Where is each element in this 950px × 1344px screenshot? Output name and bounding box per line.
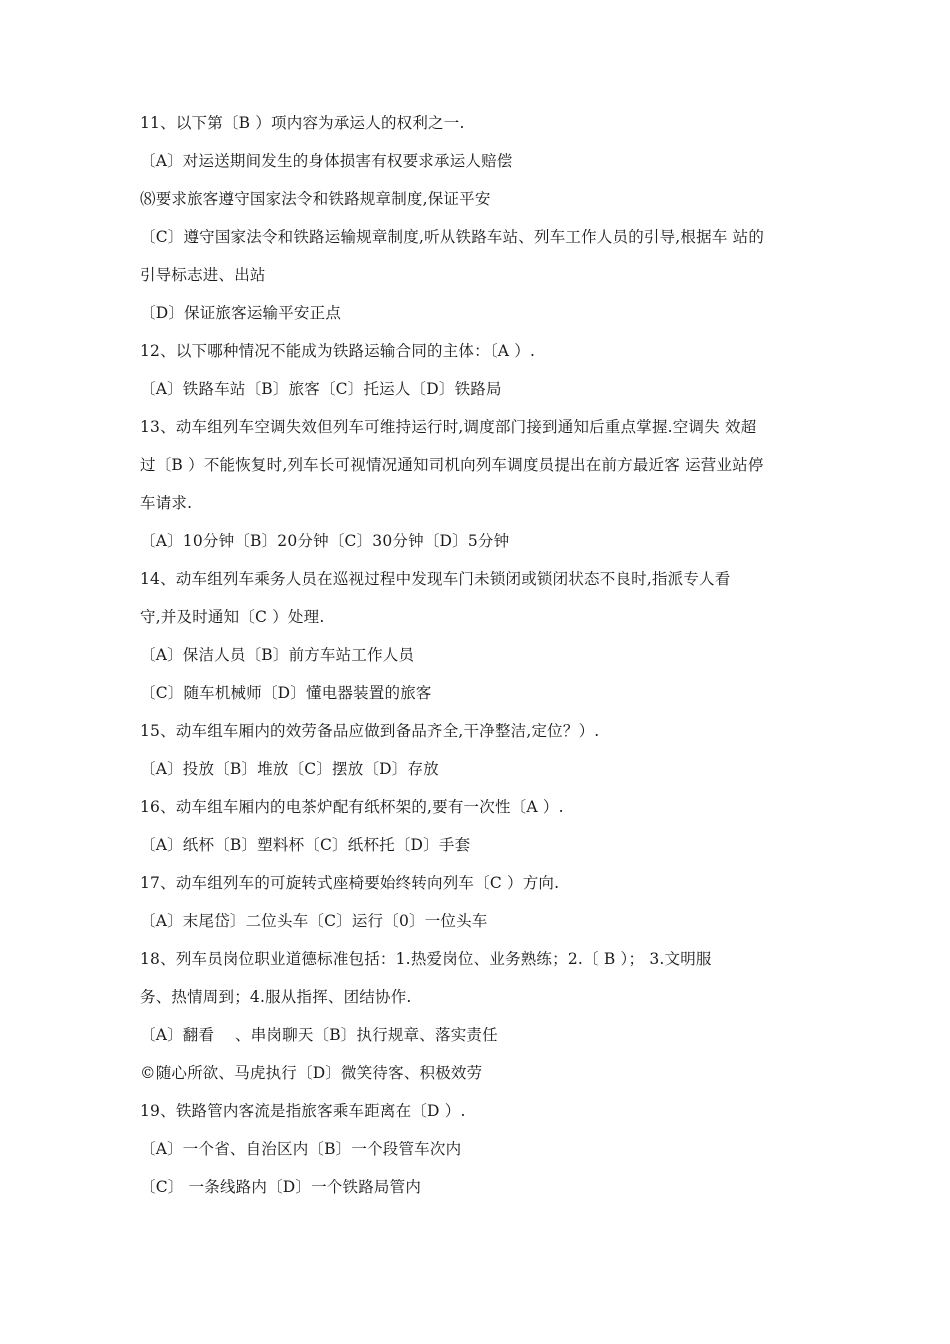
text-line: 17、动车组列车的可旋转式座椅要始终转向列车〔C ）方向.: [140, 874, 560, 892]
text-line: 〔A〕末尾岱〕二位头车〔C〕运行〔0〕一位头车: [140, 912, 488, 930]
text-line: 〔A〕纸杯〔B〕塑料杯〔C〕纸杯托〔D〕手套: [140, 836, 471, 854]
text-line: 守,并及时通知〔C ）处理.: [140, 608, 325, 626]
text-line: 〔A〕翻看 、串岗聊天〔B〕执行规章、落实责任: [140, 1026, 498, 1044]
text-line: 〔A〕铁路车站〔B〕旅客〔C〕托运人〔D〕铁路局: [140, 380, 502, 398]
text-line: 〔C〕遵守国家法令和铁路运输规章制度,听从铁路车站、列车工作人员的引导,根据车 站的: [140, 228, 765, 246]
text-line: 16、动车组车厢内的电茶炉配有纸杯架的,要有一次性〔A ）.: [140, 798, 564, 816]
text-line: 〔A〕保洁人员〔B〕前方车站工作人员: [140, 646, 415, 664]
text-line: 〔A〕10分钟〔B〕20分钟〔C〕30分钟〔D〕5分钟: [140, 532, 510, 550]
text-line: 引导标志进、出站: [140, 266, 266, 284]
text-line: 〔A〕一个省、自治区内〔B〕一个段管车次内: [140, 1140, 462, 1158]
text-line: 15、动车组车厢内的效劳备品应做到备品齐全,干净整洁,定位？）.: [140, 722, 600, 740]
text-line: ⑻要求旅客遵守国家法令和铁路规章制度,保证平安: [140, 190, 491, 208]
text-line: 〔A〕投放〔B〕堆放〔C〕摆放〔D〕存放: [140, 760, 439, 778]
text-line: 11、以下第〔B ）项内容为承运人的权利之一.: [140, 114, 465, 132]
text-line: ©随心所欲、马虎执行〔D〕微笑待客、积极效劳: [140, 1064, 483, 1082]
text-line: 车请求.: [140, 494, 193, 512]
text-line: 18、列车员岗位职业道德标准包括：1.热爱岗位、业务熟练；2.〔 B ）； 3.文明服: [140, 950, 712, 968]
question-list: [140, 104, 830, 1206]
text-line: 〔D〕保证旅客运输平安正点: [140, 304, 342, 322]
text-line: 12、以下哪种情况不能成为铁路运输合同的主体：〔A ）.: [140, 342, 536, 360]
text-line: 19、铁路管内客流是指旅客乘车距离在〔D ）.: [140, 1102, 466, 1120]
text-line: 过〔B ）不能恢复时,列车长可视情况通知司机向列车调度员提出在前方最近客 运营业站停: [140, 456, 764, 474]
text-line: 〔C〕 一条线路内〔D〕一个铁路局管内: [140, 1178, 422, 1196]
text-line: 〔C〕随车机械师〔D〕懂电器装置的旅客: [140, 684, 432, 702]
text-line: 14、动车组列车乘务人员在巡视过程中发现车门未锁闭或锁闭状态不良时,指派专人看: [140, 570, 731, 588]
text-line: 13、动车组列车空调失效但列车可维持运行时,调度部门接到通知后重点掌握.空调失 效超: [140, 418, 757, 436]
text-line: 〔A〕对运送期间发生的身体损害有权要求承运人赔偿: [140, 152, 513, 170]
text-line: 务、热情周到；4.服从指挥、团结协作.: [140, 988, 412, 1006]
